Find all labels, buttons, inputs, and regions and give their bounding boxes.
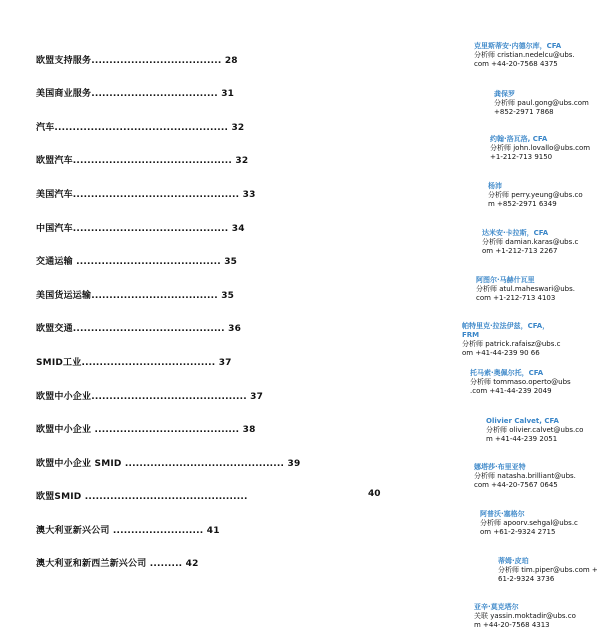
analyst-contact: .com +41-44-239 2049 — [470, 387, 552, 395]
toc-entry[interactable]: 欧盟中小企业 SMID ............................................ 39 — [36, 459, 301, 469]
toc-entry[interactable]: 欧盟中小企业........................................... 37 — [36, 392, 264, 402]
toc-entry[interactable]: 美国汽车.............................................. 33 — [36, 190, 256, 200]
analyst-contact: om +61-2-9324 2715 — [480, 528, 556, 536]
analyst-name: 娜塔莎·布里亚特 — [474, 463, 526, 471]
page-number: 40 — [368, 489, 381, 499]
analyst-card — [480, 510, 578, 537]
analyst-contact: 分析师 damian.karas@ubs.c — [482, 238, 579, 246]
toc-entry[interactable]: SMID工业..................................... 37 — [36, 358, 232, 368]
analyst-contact: om +1-212-713 2267 — [482, 247, 558, 255]
analyst-contact: com +44-20-7568 4375 — [474, 60, 558, 68]
analyst-card — [474, 42, 575, 69]
analyst-contact: m +41-44-239 2051 — [486, 435, 558, 443]
analyst-name: 达米安·卡拉斯，CFA — [482, 229, 549, 237]
analyst-card — [490, 135, 590, 162]
analyst-contact: 分析师 cristian.nedelcu@ubs. — [474, 51, 575, 59]
analyst-card — [462, 322, 560, 358]
toc-entry[interactable]: 欧盟支持服务.................................... 28 — [36, 56, 238, 66]
analyst-contact: om +41-44-239 90 66 — [462, 349, 540, 357]
analyst-contact: 分析师 tommaso.operto@ubs — [470, 378, 571, 386]
analyst-card — [498, 557, 598, 584]
analyst-name: 克里斯蒂安·内德尔库，CFA — [474, 42, 562, 50]
analyst-card — [494, 90, 589, 117]
toc-entry[interactable]: 欧盟交通.......................................... 36 — [36, 324, 242, 334]
analyst-contact: 分析师 perry.yeung@ubs.co — [488, 191, 583, 199]
analyst-card — [486, 417, 583, 444]
analyst-card — [474, 463, 576, 490]
analyst-contact: 分析师 tim.piper@ubs.com + — [498, 566, 598, 574]
toc-entry[interactable]: 欧盟SMID ............................................. — [36, 492, 248, 502]
analyst-contact: 分析师 apoorv.sehgal@ubs.c — [480, 519, 578, 527]
analyst-contact: m +852-2971 6349 — [488, 200, 557, 208]
toc-entry[interactable]: 澳大利亚新兴公司 ......................... 41 — [36, 526, 220, 536]
analyst-name: 亚辛·莫克塔尔 — [474, 603, 519, 611]
toc-entry[interactable]: 澳大利亚和新西兰新兴公司 ......... 42 — [36, 559, 199, 569]
toc-entry[interactable]: 汽车................................................ 32 — [36, 123, 245, 133]
analyst-contact: 分析师 patrick.rafaisz@ubs.c — [462, 340, 561, 348]
toc-entry[interactable]: 中国汽车........................................... 34 — [36, 224, 245, 234]
analyst-contact: 分析师 olivier.calvet@ubs.co — [486, 426, 584, 434]
analyst-contact: 分析师 paul.gong@ubs.com — [494, 99, 589, 107]
analyst-card — [488, 182, 583, 209]
analyst-name: 约翰·洛瓦洛, CFA — [490, 135, 548, 143]
analyst-contact: 61-2-9324 3736 — [498, 575, 555, 583]
toc-entry[interactable]: 欧盟中小企业 ........................................ 38 — [36, 425, 256, 435]
analyst-name: 托马索·奥佩尔托，CFA — [470, 369, 544, 377]
toc-entry[interactable]: 美国货运运输................................... 35 — [36, 291, 235, 301]
analyst-name: 阿普沃·塞格尔 — [480, 510, 525, 518]
analyst-name: 蒂姆·皮珀 — [498, 557, 529, 565]
analyst-contact: 关联 yassin.moktadir@ubs.co — [474, 612, 576, 620]
analyst-card — [482, 229, 578, 256]
analyst-contact: com +44-20-7567 0645 — [474, 481, 558, 489]
analyst-contact: +852-2971 7868 — [494, 108, 554, 116]
analyst-card — [476, 276, 575, 303]
analyst-contact: +1-212-713 9150 — [490, 153, 553, 161]
analyst-contact: com +1-212-713 4103 — [476, 294, 556, 302]
analyst-name: Olivier Calvet, CFA — [486, 417, 559, 425]
analyst-contact: 分析师 john.lovallo@ubs.com — [490, 144, 591, 152]
toc-entry[interactable]: 交通运输 ........................................ 35 — [36, 257, 238, 267]
analyst-name: 阿图尔·马赫什瓦里 — [476, 276, 535, 284]
toc-entry[interactable]: 美国商业服务................................... 31 — [36, 89, 235, 99]
analyst-card — [474, 603, 576, 630]
analyst-card — [470, 369, 571, 396]
analyst-credential: FRM — [462, 331, 480, 339]
analyst-contact: m +44-20-7568 4313 — [474, 621, 550, 629]
analyst-name: 杨沛 — [488, 182, 502, 190]
analyst-contact: 分析师 natasha.brilliant@ubs. — [474, 472, 576, 480]
toc-entry[interactable]: 欧盟汽车............................................ 32 — [36, 156, 249, 166]
analyst-name: 帕特里克·拉法伊兹，CFA， — [462, 322, 550, 330]
analyst-contact: 分析师 atul.maheswari@ubs. — [476, 285, 575, 293]
analyst-name: 龚保罗 — [494, 90, 515, 98]
